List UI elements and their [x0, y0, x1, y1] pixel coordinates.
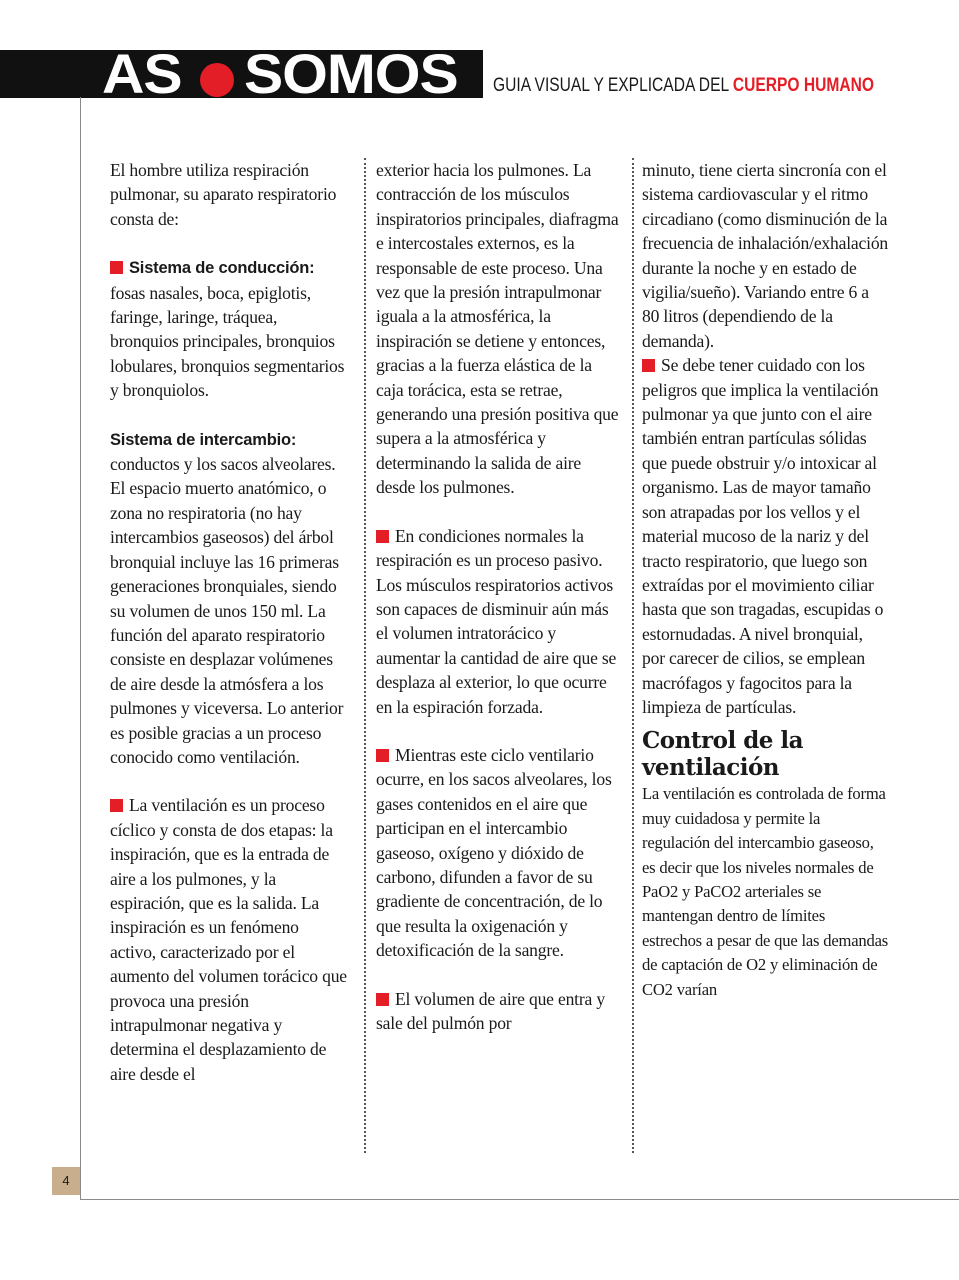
logo-red-dot	[200, 63, 234, 97]
ventilation-paragraph	[110, 793, 348, 1086]
red-square-bullet-icon	[376, 993, 389, 1006]
column-divider	[632, 158, 634, 1153]
continuation-paragraph: exterior hacia los pulmones. La contracción de los músculos inspiratorios principales, diafragma e intercostales externos, es la responsable de este proceso. Una vez que la presión intrapulmonar iguala a la atmosférica, la inspiración se detiene y entonces, gracias a la fuerza elástica de la caja torácica, esta se retrae, generando una presión positiva que supera a la atmosférica y determinando la salida de aire desde los pulmones.	[376, 160, 619, 498]
ventilation-text: La ventilación es un proceso cíclico y consta de dos etapas: la inspiración, que es la entrada de aire a los pulmones, y la espiración, que es la salida. La inspiración es un fenómeno activo, caracterizado por el aumento del volumen torácico que provoca una presión intrapulmonar negativa y determina el desplazamiento de aire desde el	[110, 795, 347, 1084]
section-heading: Control de la ventilación	[642, 727, 804, 782]
red-square-bullet-icon	[376, 749, 389, 762]
conduction-paragraph	[110, 255, 348, 402]
exchange-paragraph	[110, 427, 348, 770]
exchange-text: conductos y los sacos alveolares. El espacio muerto anatómico, o zona no respiratoria (no hay intercambios gaseosos) del árbol bronquial incluye las 16 primeras generaciones bronquiales, siendo su volumen de unos 150 ml. La función del aparato respiratorio consiste en desplazar volúmenes de aire desde la atmósfera a los pulmones y viceversa. Lo anterior es posible gracias a un proceso conocido como ventilación.	[110, 454, 344, 767]
column-divider	[364, 158, 366, 1153]
column-2	[376, 158, 622, 1035]
column-3	[642, 158, 888, 1002]
exchange-lead: Sistema de intercambio:	[110, 430, 297, 449]
conduction-lead: Sistema de conducción:	[129, 259, 315, 278]
dangers-paragraph	[642, 353, 888, 719]
normal-conditions-paragraph	[376, 524, 622, 719]
volume-text: El volumen de aire que entra y sale del pulmón por	[376, 988, 605, 1033]
continuation-paragraph: minuto, tiene cierta sincronía con el sistema cardiovascular y el ritmo circadiano (como disminución de la frecuencia de inhalación/exhalación durante la noche y en estado de vigilia/sueño). Variando entre 6 a 80 litros (dependiendo de la demanda).	[642, 160, 889, 351]
logo-text-left: AS	[102, 42, 182, 105]
intro-paragraph: El hombre utiliza respiración pulmonar, su aparato respiratorio consta de:	[110, 160, 337, 229]
page-number: 4	[52, 1167, 80, 1195]
volume-paragraph	[376, 987, 622, 1036]
red-square-bullet-icon	[376, 530, 389, 543]
header-caption	[493, 72, 874, 100]
cycle-text: Mientras este ciclo ventilario ocurre, en los sacos alveolares, los gases contenidos en el aire que participan en el intercambio gaseoso, oxígeno y dióxido de carbono, difunden a favor de su gradiente de concentración, de lo que resulta la oxigenación y detoxificación de la sangre.	[376, 744, 612, 961]
red-square-bullet-icon	[110, 799, 123, 812]
column-1	[110, 158, 348, 1086]
dangers-text: Se debe tener cuidado con los peligros que implica la ventilación pulmonar ya que junto con el aire también entran partículas sólidas que puede obstruir y/o intoxicar al organismo. Las de mayor tamaño son atrapadas por los vellos y el material mucoso de la nariz y del tracto respiratorio, que luego son extraídas por el movimiento ciliar hasta que son tragadas, escupidas o estornudadas. A nivel bronquial, por carecer de cilios, se emplean macrófagos y fagocitos para la limpieza de partículas.	[642, 355, 884, 717]
red-square-bullet-icon	[642, 359, 655, 372]
normal-conditions-text: En condiciones normales la respiración es un proceso pasivo. Los músculos respiratorios activos son capaces de disminuir aún más el volumen intratorácico y aumentar la cantidad de aire que se desplaza al exterior, lo que ocurre en la espiración forzada.	[376, 525, 617, 717]
red-square-bullet-icon	[110, 261, 123, 274]
header-caption-prefix: GUIA VISUAL Y EXPLICADA DEL	[493, 75, 733, 96]
conduction-text: fosas nasales, boca, epiglotis, faringe, laringe, tráquea, bronquios principales, bronquios lobulares, bronquios segmentarios y bronquiolos.	[110, 282, 345, 401]
logo-text-right: SOMOS	[244, 42, 458, 105]
cycle-paragraph	[376, 743, 622, 963]
header-caption-highlight: CUERPO HUMANO	[732, 75, 874, 96]
control-paragraph: La ventilación es controlada de forma muy cuidadosa y permite la regulación del intercambio gaseoso, es decir que los niveles normales de PaO2 y PaCO2 arteriales se mantengan dentro de límites estrechos a pesar de que las demandas de captación de O2 y eliminación de CO2 varían	[642, 784, 889, 999]
